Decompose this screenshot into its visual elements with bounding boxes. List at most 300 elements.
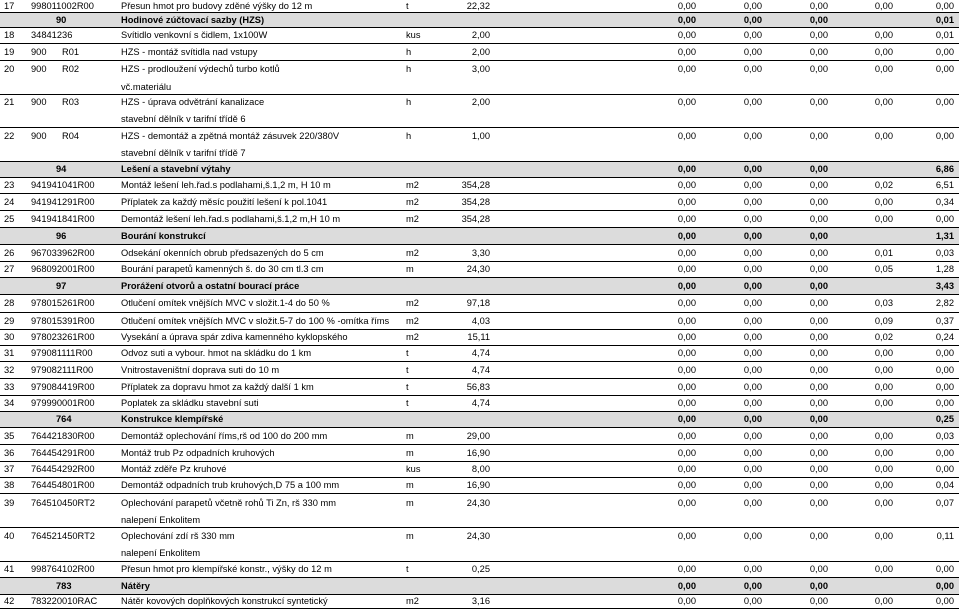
section-row	[0, 278, 959, 295]
item-description: Montáž lešení leh.řad.s podlahami,š.1,2 m, H 10 m	[121, 180, 331, 190]
value-c2: 0,00	[743, 30, 762, 40]
item-unit: m2	[406, 332, 419, 342]
section-total-c2: 0,00	[743, 231, 762, 241]
value-c1: 0,00	[677, 30, 696, 40]
item-number: 19	[4, 47, 15, 57]
section-row	[0, 578, 959, 595]
item-code-suffix: R03	[62, 97, 80, 107]
item-row	[0, 462, 959, 478]
item-description: HZS - demontáž a zpětná montáž zásuvek 220/380V	[121, 131, 340, 141]
value-c5: 0,04	[935, 480, 954, 490]
item-unit: h	[406, 97, 412, 107]
value-c1: 0,00	[677, 564, 696, 574]
section-total-c1: 0,00	[677, 414, 696, 424]
value-mnozstvi: 24,30	[466, 531, 490, 541]
item-unit: t	[406, 398, 409, 408]
section-total-c5: 0,25	[935, 414, 954, 424]
note-row	[0, 146, 959, 162]
value-c2: 0,00	[743, 398, 762, 408]
value-c1: 0,00	[677, 298, 696, 308]
value-c2: 0,00	[743, 180, 762, 190]
value-mnozstvi: 56,83	[466, 382, 490, 392]
item-code: 979990001R00	[31, 398, 95, 408]
value-c2: 0,00	[743, 316, 762, 326]
item-description: Demontáž odpadních trub kruhových,D 75 a 100 mm	[121, 480, 340, 490]
item-code: 978023261R00	[31, 332, 95, 342]
value-c4: 0,00	[874, 1, 893, 11]
section-total-c3: 0,00	[809, 231, 828, 241]
value-c4: 0,00	[874, 398, 893, 408]
item-unit: t	[406, 564, 409, 574]
item-note: nalepení Enkolitem	[121, 548, 201, 558]
section-title: Prorážení otvorů a ostatní bourací práce	[121, 281, 300, 291]
value-c1: 0,00	[677, 214, 696, 224]
item-row	[0, 0, 959, 13]
value-c2: 0,00	[743, 64, 762, 74]
value-c1: 0,00	[677, 498, 696, 508]
item-unit: t	[406, 365, 409, 375]
item-unit: m	[406, 531, 414, 541]
value-c4: 0,00	[874, 214, 893, 224]
item-row	[0, 330, 959, 346]
value-c4: 0,00	[874, 131, 893, 141]
section-total-c5: 0,00	[935, 581, 954, 591]
item-row	[0, 396, 959, 412]
value-c3: 0,00	[809, 431, 828, 441]
value-c5: 0,03	[935, 248, 954, 258]
value-c4: 0,00	[874, 30, 893, 40]
value-c4: 0,09	[874, 316, 893, 326]
item-number: 27	[4, 264, 15, 274]
value-c3: 0,00	[809, 248, 828, 258]
item-unit: m2	[406, 214, 419, 224]
value-c1: 0,00	[677, 365, 696, 375]
item-unit: m	[406, 480, 414, 490]
value-mnozstvi: 4,74	[471, 348, 490, 358]
section-title: Hodinové zúčtovací sazby (HZS)	[121, 15, 265, 25]
section-title: Bourání konstrukcí	[121, 231, 206, 241]
item-number: 28	[4, 298, 15, 308]
item-description: Demontáž lešení leh.řad.s podlahami,š.1,2 m,H 10 m	[121, 214, 341, 224]
value-c5: 0,11	[936, 531, 954, 541]
section-total-c2: 0,00	[743, 15, 762, 25]
value-c3: 0,00	[809, 214, 828, 224]
item-description: Svítidlo venkovní s čidlem, 1x100W	[121, 30, 268, 40]
value-c4: 0,00	[874, 596, 893, 606]
value-c2: 0,00	[743, 1, 762, 11]
value-c3: 0,00	[809, 365, 828, 375]
section-total-c2: 0,00	[743, 164, 762, 174]
value-c5: 0,00	[935, 348, 954, 358]
item-row	[0, 178, 959, 194]
item-number: 36	[4, 448, 15, 458]
item-code: 998764102R00	[31, 564, 95, 574]
item-unit: m	[406, 431, 414, 441]
value-c3: 0,00	[809, 398, 828, 408]
item-row	[0, 128, 959, 145]
section-row	[0, 13, 959, 28]
value-c3: 0,00	[809, 1, 828, 11]
item-unit: m	[406, 448, 414, 458]
value-mnozstvi: 0,25	[471, 564, 490, 574]
value-c1: 0,00	[677, 348, 696, 358]
value-c3: 0,00	[809, 97, 828, 107]
item-number: 21	[4, 97, 15, 107]
item-note: vč.materiálu	[121, 82, 172, 92]
item-number: 31	[4, 348, 15, 358]
item-description: Otlučení omítek vnějších MVC v složit.1-4 do 50 %	[121, 298, 330, 308]
value-c5: 0,00	[935, 365, 954, 375]
item-row	[0, 346, 959, 362]
value-c1: 0,00	[677, 197, 696, 207]
value-c4: 0,00	[874, 464, 893, 474]
section-total-c2: 0,00	[743, 414, 762, 424]
item-code: 978015391R00	[31, 316, 95, 326]
value-mnozstvi: 2,00	[471, 47, 490, 57]
section-total-c3: 0,00	[809, 281, 828, 291]
note-row	[0, 80, 959, 95]
item-description: Bourání parapetů kamenných š. do 30 cm tl.3 cm	[121, 264, 324, 274]
item-unit: m2	[406, 316, 419, 326]
item-description: Přesun hmot pro klempířské konstr., výšky do 12 m	[121, 564, 332, 574]
value-c2: 0,00	[743, 97, 762, 107]
item-code: 764454292R00	[31, 464, 95, 474]
item-description: HZS - úprava odvětrání kanalizace	[121, 97, 265, 107]
section-row	[0, 412, 959, 428]
item-unit: m	[406, 498, 414, 508]
note-row	[0, 546, 959, 562]
item-description: Odsekání okenních obrub předsazených do 5 cm	[121, 248, 324, 258]
item-description: Oplechování parapetů včetně rohů Ti Zn, rš 330 mm	[121, 498, 336, 508]
section-code: 783	[56, 581, 72, 591]
section-row	[0, 162, 959, 178]
value-mnozstvi: 24,30	[466, 264, 490, 274]
value-c3: 0,00	[809, 596, 828, 606]
value-mnozstvi: 29,00	[466, 431, 490, 441]
item-note: stavební dělník v tarifní třídě 6	[121, 114, 246, 124]
value-c1: 0,00	[677, 382, 696, 392]
item-number: 20	[4, 64, 15, 74]
value-c4: 0,00	[874, 564, 893, 574]
item-code-suffix: R04	[62, 131, 80, 141]
value-c5: 1,28	[935, 264, 954, 274]
value-c2: 0,00	[743, 131, 762, 141]
item-code: 764421830R00	[31, 431, 95, 441]
value-c2: 0,00	[743, 382, 762, 392]
section-row	[0, 228, 959, 245]
item-code: 941941041R00	[31, 180, 95, 190]
value-c4: 0,02	[874, 332, 893, 342]
item-unit: h	[406, 47, 412, 57]
item-number: 34	[4, 398, 15, 408]
item-code: 900	[31, 97, 47, 107]
value-c1: 0,00	[677, 398, 696, 408]
item-code: 941941291R00	[31, 197, 95, 207]
value-c5: 0,37	[935, 316, 954, 326]
item-number: 42	[4, 596, 15, 606]
item-description: Odvoz suti a vybour. hmot na skládku do 1 km	[121, 348, 312, 358]
value-c3: 0,00	[809, 64, 828, 74]
value-mnozstvi: 22,32	[466, 1, 490, 11]
item-row	[0, 362, 959, 379]
value-c2: 0,00	[743, 248, 762, 258]
item-number: 30	[4, 332, 15, 342]
item-description: Příplatek za dopravu hmot za každý další 1 km	[121, 382, 314, 392]
value-c4: 0,00	[874, 348, 893, 358]
value-c5: 6,51	[935, 180, 954, 190]
section-total-c5: 1,31	[935, 231, 954, 241]
value-c3: 0,00	[809, 332, 828, 342]
value-mnozstvi: 354,28	[461, 214, 490, 224]
value-mnozstvi: 16,90	[466, 448, 490, 458]
item-note: stavební dělník v tarifní třídě 7	[121, 148, 246, 158]
item-row	[0, 211, 959, 228]
item-description: Vysekání a úprava spár zdiva kamenného kyklopského	[121, 332, 348, 342]
value-c2: 0,00	[743, 498, 762, 508]
value-c5: 0,00	[935, 398, 954, 408]
item-unit: t	[406, 348, 409, 358]
item-description: Oplechování zdí rš 330 mm	[121, 531, 235, 541]
value-mnozstvi: 354,28	[461, 197, 490, 207]
item-code: 764510450RT2	[31, 498, 95, 508]
section-code: 90	[56, 15, 67, 25]
value-mnozstvi: 15,11	[467, 332, 490, 342]
value-c3: 0,00	[809, 131, 828, 141]
section-total-c3: 0,00	[809, 15, 828, 25]
item-number: 25	[4, 214, 15, 224]
item-code: 979084419R00	[31, 382, 95, 392]
item-code-suffix: R01	[62, 47, 80, 57]
value-c1: 0,00	[677, 1, 696, 11]
value-c5: 0,34	[935, 197, 954, 207]
item-description: Demontáž oplechování říms,rš od 100 do 200 mm	[121, 431, 328, 441]
value-c1: 0,00	[677, 531, 696, 541]
item-code: 941941841R00	[31, 214, 95, 224]
value-c3: 0,00	[809, 531, 828, 541]
value-c4: 0,00	[874, 97, 893, 107]
value-c5: 0,00	[935, 131, 954, 141]
item-number: 24	[4, 197, 15, 207]
value-c3: 0,00	[809, 564, 828, 574]
value-c2: 0,00	[743, 365, 762, 375]
item-code: 900	[31, 131, 47, 141]
value-c5: 0,00	[935, 47, 954, 57]
item-number: 38	[4, 480, 15, 490]
value-mnozstvi: 3,30	[471, 248, 490, 258]
section-title: Nátěry	[121, 581, 150, 591]
value-c4: 0,00	[874, 365, 893, 375]
value-c1: 0,00	[677, 131, 696, 141]
item-row	[0, 445, 959, 462]
item-number: 41	[4, 564, 15, 574]
value-c3: 0,00	[809, 47, 828, 57]
section-title: Lešení a stavební výtahy	[121, 164, 231, 174]
value-c1: 0,00	[677, 431, 696, 441]
value-c5: 0,07	[935, 498, 954, 508]
value-mnozstvi: 1,00	[471, 131, 490, 141]
item-row	[0, 194, 959, 211]
item-unit: kus	[406, 464, 421, 474]
item-row	[0, 428, 959, 445]
item-number: 40	[4, 531, 15, 541]
item-number: 35	[4, 431, 15, 441]
item-number: 17	[4, 1, 15, 11]
item-code: 900	[31, 47, 47, 57]
item-description: Montáž zděře Pz kruhové	[121, 464, 227, 474]
item-row	[0, 494, 959, 513]
value-c1: 0,00	[677, 264, 696, 274]
value-c5: 0,00	[935, 64, 954, 74]
value-c1: 0,00	[677, 480, 696, 490]
item-description: Montáž trub Pz odpadních kruhových	[121, 448, 275, 458]
item-unit: kus	[406, 30, 421, 40]
value-c5: 0,24	[935, 332, 954, 342]
item-note: nalepení Enkolitem	[121, 515, 201, 525]
item-description: Vnitrostaveništní doprava suti do 10 m	[121, 365, 280, 375]
item-row	[0, 528, 959, 546]
item-row	[0, 28, 959, 44]
item-unit: m2	[406, 298, 419, 308]
item-row	[0, 562, 959, 578]
value-c2: 0,00	[743, 448, 762, 458]
item-number: 32	[4, 365, 15, 375]
item-code: 968092001R00	[31, 264, 95, 274]
section-total-c3: 0,00	[809, 164, 828, 174]
item-row	[0, 313, 959, 330]
value-c2: 0,00	[743, 596, 762, 606]
item-unit: m	[406, 264, 414, 274]
item-row	[0, 595, 959, 609]
value-mnozstvi: 4,74	[471, 365, 490, 375]
item-code: 764521450RT2	[31, 531, 95, 541]
section-title: Konstrukce klempířské	[121, 414, 224, 424]
item-number: 23	[4, 180, 15, 190]
value-mnozstvi: 2,00	[471, 97, 490, 107]
item-code: 900	[31, 64, 47, 74]
item-code: 764454291R00	[31, 448, 95, 458]
value-c4: 0,00	[874, 64, 893, 74]
section-code: 764	[56, 414, 72, 424]
value-c3: 0,00	[809, 197, 828, 207]
section-code: 97	[56, 281, 67, 291]
value-c5: 0,01	[935, 30, 954, 40]
item-unit: t	[406, 1, 409, 11]
item-code-suffix: R02	[62, 64, 80, 74]
value-c1: 0,00	[677, 316, 696, 326]
value-c2: 0,00	[743, 214, 762, 224]
value-c4: 0,02	[874, 180, 893, 190]
item-number: 37	[4, 464, 15, 474]
section-total-c3: 0,00	[809, 414, 828, 424]
item-row	[0, 61, 959, 78]
value-c1: 0,00	[677, 448, 696, 458]
section-total-c1: 0,00	[677, 164, 696, 174]
item-code: 978015261R00	[31, 298, 95, 308]
value-mnozstvi: 97,18	[466, 298, 490, 308]
value-mnozstvi: 2,00	[471, 30, 490, 40]
value-c1: 0,00	[677, 97, 696, 107]
item-description: HZS - montáž svítidla nad vstupy	[121, 47, 258, 57]
value-c5: 2,82	[935, 298, 954, 308]
item-number: 22	[4, 131, 15, 141]
value-c3: 0,00	[809, 382, 828, 392]
value-c4: 0,00	[874, 531, 893, 541]
item-unit: m2	[406, 596, 419, 606]
value-c5: 0,00	[935, 464, 954, 474]
value-c5: 0,00	[935, 596, 954, 606]
value-c4: 0,00	[874, 431, 893, 441]
value-c5: 0,00	[935, 214, 954, 224]
value-c3: 0,00	[809, 298, 828, 308]
item-code: 34841236	[31, 30, 73, 40]
value-c3: 0,00	[809, 464, 828, 474]
value-c4: 0,00	[874, 382, 893, 392]
section-total-c3: 0,00	[809, 581, 828, 591]
item-row	[0, 245, 959, 262]
note-row	[0, 513, 959, 528]
value-c3: 0,00	[809, 180, 828, 190]
section-total-c1: 0,00	[677, 15, 696, 25]
item-row	[0, 379, 959, 396]
value-c5: 0,00	[935, 382, 954, 392]
value-mnozstvi: 4,74	[471, 398, 490, 408]
value-c2: 0,00	[743, 464, 762, 474]
value-mnozstvi: 3,00	[471, 64, 490, 74]
value-mnozstvi: 8,00	[471, 464, 490, 474]
note-row	[0, 111, 959, 128]
value-c3: 0,00	[809, 316, 828, 326]
value-mnozstvi: 3,16	[471, 596, 490, 606]
value-c2: 0,00	[743, 531, 762, 541]
section-code: 94	[56, 164, 67, 174]
value-c4: 0,03	[874, 298, 893, 308]
item-description: Poplatek za skládku stavební suti	[121, 398, 259, 408]
value-c5: 0,00	[935, 97, 954, 107]
value-c3: 0,00	[809, 264, 828, 274]
item-row	[0, 478, 959, 494]
value-c2: 0,00	[743, 197, 762, 207]
value-mnozstvi: 16,90	[466, 480, 490, 490]
value-c3: 0,00	[809, 480, 828, 490]
item-number: 33	[4, 382, 15, 392]
value-c5: 0,00	[935, 1, 954, 11]
item-code: 979082111R00	[31, 365, 94, 375]
section-code: 96	[56, 231, 67, 241]
value-mnozstvi: 4,03	[471, 316, 490, 326]
value-c2: 0,00	[743, 47, 762, 57]
value-c5: 0,00	[935, 448, 954, 458]
item-row	[0, 95, 959, 111]
value-c1: 0,00	[677, 596, 696, 606]
value-c4: 0,00	[874, 448, 893, 458]
value-c2: 0,00	[743, 332, 762, 342]
value-c2: 0,00	[743, 480, 762, 490]
section-total-c5: 3,43	[935, 281, 954, 291]
value-c1: 0,00	[677, 64, 696, 74]
value-c4: 0,01	[874, 248, 893, 258]
value-mnozstvi: 354,28	[461, 180, 490, 190]
value-c4: 0,05	[874, 264, 893, 274]
value-c3: 0,00	[809, 498, 828, 508]
item-row	[0, 44, 959, 61]
value-c2: 0,00	[743, 348, 762, 358]
value-c5: 0,03	[935, 431, 954, 441]
item-row	[0, 295, 959, 313]
value-c5: 0,00	[935, 564, 954, 574]
value-c4: 0,00	[874, 480, 893, 490]
value-c3: 0,00	[809, 30, 828, 40]
item-unit: t	[406, 382, 409, 392]
